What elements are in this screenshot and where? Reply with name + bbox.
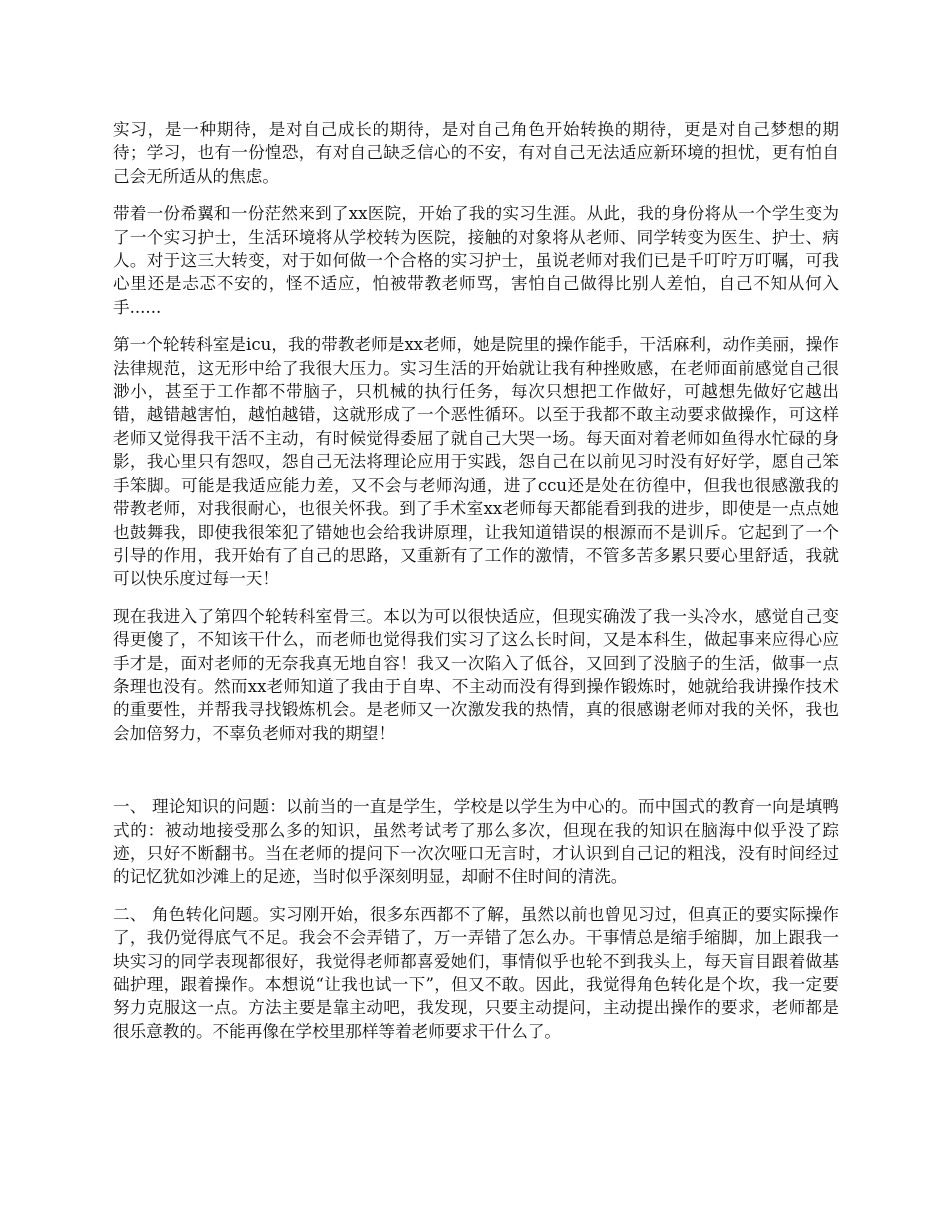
paragraph-spacer (113, 319, 839, 333)
paragraph-fourth-rotation: 现在我进入了第四个轮转科室骨三。本以为可以很快适应，但现实确泼了我一头冷水，感觉自己变得更傻了，不知该干什么，而老师也觉得我们实习了这么长时间，又是本科生，做起事来应得心应手才是，面对老师的无奈我真无地自容！我又一次陷入了低谷，又回到了没脑子的生活，做事一点条理也没有。然而xx老师知道了我由于自卑、不主动而没有得到操作锻炼时，她就给我讲操作技术的重要性，并帮我寻找锻炼机会。是老师又一次激发我的热情，真的很感谢老师对我的关怀，我也会加倍努力，不辜负老师对我的期望！ (113, 606, 839, 743)
paragraph-spacer (113, 889, 839, 903)
paragraph-role-transition-issue: 二、 角色转化问题。实习刚开始，很多东西都不了解，虽然以前也曾见习过，但真正的要实际操作了，我仍觉得底气不足。我会不会弄错了，万一弄错了怎么办。干事情总是缩手缩脚，加上跟我一块实习的同学表现都很好，我觉得老师都喜爱她们，事情似乎也轮不到我头上，每天盲目跟着做基础护理，跟着操作。本想说“让我也试一下”，但又不敢。因此，我觉得角色转化是个坎，我一定要努力克服这一点。方法主要是靠主动吧，我发现，只要主动提问，主动提出操作的要求，老师都是很乐意教的。不能再像在学校里那样等着老师要求干什么了。 (113, 904, 839, 1041)
paragraph-spacer (113, 188, 839, 202)
paragraph-arrival-hospital: 带着一份希翼和一份茫然来到了xx医院，开始了我的实习生涯。从此，我的身份将从一个学生变为了一个实习护士，生活环境将从学校转为医院，接触的对象将从老师、同学转变为医生、护士、病人。对于这三大转变，对于如何做一个合格的实习护士，虽说老师对我们已是千叮咛万叮嘱，可我心里还是忐忑不安的，怪不适应，怕被带教老师骂，害怕自己做得比别人差怕，自己不知从何入手...... (113, 204, 839, 317)
paragraph-first-rotation-icu: 第一个轮转科室是icu，我的带教老师是xx老师，她是院里的操作能手，干活麻利，动作美丽，操作法律规范，这无形中给了我很大压力。实习生活的开始就让我有种挫败感，在老师面前感觉自己很渺小，甚至于工作都不带脑子，只机械的执行任务，每次只想把工作做好，可越想先做好它越出错，越错越害怕，越怕越错，这就形成了一个恶性循环。以至于我都不敢主动要求做操作，可这样老师又觉得我干活不主动，有时候觉得委屈了就自己大哭一场。每天面对着老师如鱼得水忙碌的身影，我心里只有怨叹，怨自己无法将理论应用于实践，怨自己在以前见习时没有好好学，愿自己笨手笨脚。可能是我适应能力差，又不会与老师沟通，进了ccu还是处在彷徨中，但我也很感激我的带教老师，对我很耐心，也很关怀我。到了手术室xx老师每天都能看到我的进步，即使是一点点她也鼓舞我，即使我很笨犯了错她也会给我讲原理，让我知道错误的根源而不是训斥。它起到了一个引导的作用，我开始有了自己的思路，又重新有了工作的激情，不管多苦多累只要心里舒适，我就可以快乐度过每一天！ (113, 335, 839, 589)
paragraph-theory-knowledge-issue: 一、 理论知识的问题：以前当的一直是学生，学校是以学生为中心的。而中国式的教育一向是填鸭式的：被动地接受那么多的知识，虽然考试考了那么多次，但现在我的知识在脑海中似乎没了踪迹，只好不断翻书。当在老师的提问下一次次哑口无言时，才认识到自己记的粗浅，没有时间经过的记忆犹如沙滩上的足迹，当时似乎深刻明显，却耐不住时间的清洗。 (113, 797, 839, 887)
paragraph-internship-expectation: 实习，是一种期待，是对自己成长的期待，是对自己角色开始转换的期待，更是对自己梦想的期待；学习，也有一份惶恐，有对自己缺乏信心的不安，有对自己无法适应新环境的担忧，更有怕自己会无所适从的焦虑。 (113, 120, 839, 186)
document-body (113, 118, 839, 1043)
section-spacer (113, 745, 839, 795)
paragraph-spacer (113, 591, 839, 605)
